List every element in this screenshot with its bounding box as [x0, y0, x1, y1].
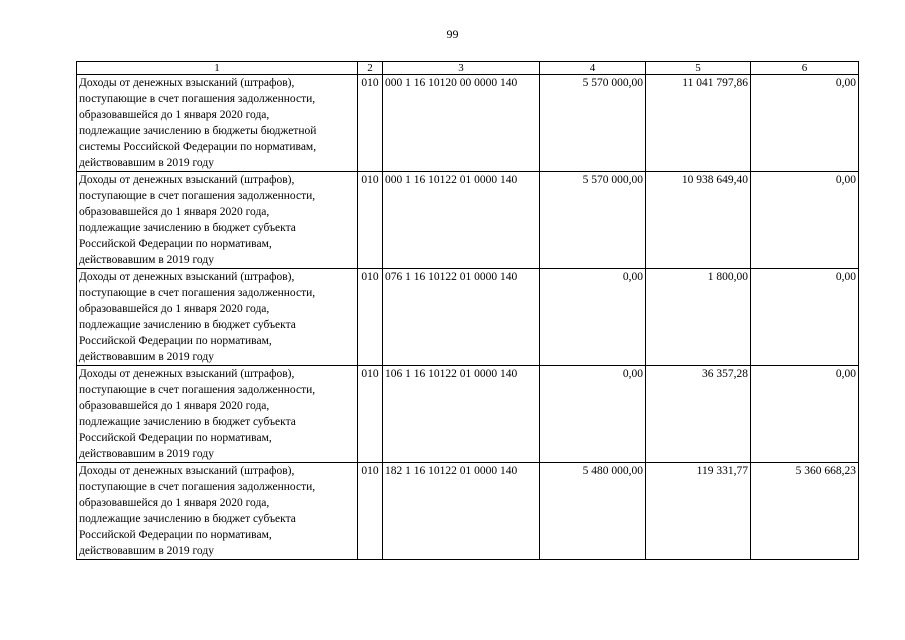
table-header-row — [77, 62, 859, 75]
row-description: Доходы от денежных взысканий (штрафов), поступающие в счет погашения задолженности, образовавшейся до 1 января 2020 года, подлежащие зачислению в бюджет субъекта Российской Федерации по нормативам, действовавшим в 2019 году — [77, 463, 358, 560]
column-header: 2 — [358, 62, 383, 75]
row-col4-value: 0,00 — [540, 269, 646, 366]
row-col4-value: 5 570 000,00 — [540, 172, 646, 269]
table-row — [77, 366, 859, 463]
row-col4-value: 5 570 000,00 — [540, 75, 646, 172]
row-description: Доходы от денежных взысканий (штрафов), поступающие в счет погашения задолженности, образовавшейся до 1 января 2020 года, подлежащие зачислению в бюджеты бюджетной системы Российской Федерации по нормативам, действовавшим в 2019 году — [77, 75, 358, 172]
row-col6-value: 0,00 — [751, 366, 859, 463]
row-line-code: 010 — [358, 366, 383, 463]
row-line-code: 010 — [358, 269, 383, 366]
row-col5-value: 1 800,00 — [646, 269, 751, 366]
row-budget-classification-code: 182 1 16 10122 01 0000 140 — [383, 463, 540, 560]
row-budget-classification-code: 106 1 16 10122 01 0000 140 — [383, 366, 540, 463]
row-budget-classification-code: 000 1 16 10120 00 0000 140 — [383, 75, 540, 172]
row-col4-value: 0,00 — [540, 366, 646, 463]
row-col6-value: 0,00 — [751, 75, 859, 172]
row-col6-value: 0,00 — [751, 269, 859, 366]
row-col5-value: 10 938 649,40 — [646, 172, 751, 269]
row-line-code: 010 — [358, 463, 383, 560]
row-description: Доходы от денежных взысканий (штрафов), поступающие в счет погашения задолженности, образовавшейся до 1 января 2020 года, подлежащие зачислению в бюджет субъекта Российской Федерации по нормативам, действовавшим в 2019 году — [77, 269, 358, 366]
column-header: 4 — [540, 62, 646, 75]
row-line-code: 010 — [358, 172, 383, 269]
column-header: 3 — [383, 62, 540, 75]
row-description: Доходы от денежных взысканий (штрафов), поступающие в счет погашения задолженности, образовавшейся до 1 января 2020 года, подлежащие зачислению в бюджет субъекта Российской Федерации по нормативам, действовавшим в 2019 году — [77, 366, 358, 463]
row-description: Доходы от денежных взысканий (штрафов), поступающие в счет погашения задолженности, образовавшейся до 1 января 2020 года, подлежащие зачислению в бюджет субъекта Российской Федерации по нормативам, действовавшим в 2019 году — [77, 172, 358, 269]
column-header: 1 — [77, 62, 358, 75]
row-col5-value: 36 357,28 — [646, 366, 751, 463]
row-col6-value: 5 360 668,23 — [751, 463, 859, 560]
page-number: 99 — [446, 27, 459, 41]
column-header: 6 — [751, 62, 859, 75]
table-row — [77, 269, 859, 366]
row-col5-value: 11 041 797,86 — [646, 75, 751, 172]
row-budget-classification-code: 076 1 16 10122 01 0000 140 — [383, 269, 540, 366]
row-col4-value: 5 480 000,00 — [540, 463, 646, 560]
column-header: 5 — [646, 62, 751, 75]
table-row — [77, 75, 859, 172]
row-budget-classification-code: 000 1 16 10122 01 0000 140 — [383, 172, 540, 269]
table-row — [77, 172, 859, 269]
revenue-table — [76, 61, 859, 560]
row-line-code: 010 — [358, 75, 383, 172]
row-col5-value: 119 331,77 — [646, 463, 751, 560]
table-row — [77, 463, 859, 560]
row-col6-value: 0,00 — [751, 172, 859, 269]
